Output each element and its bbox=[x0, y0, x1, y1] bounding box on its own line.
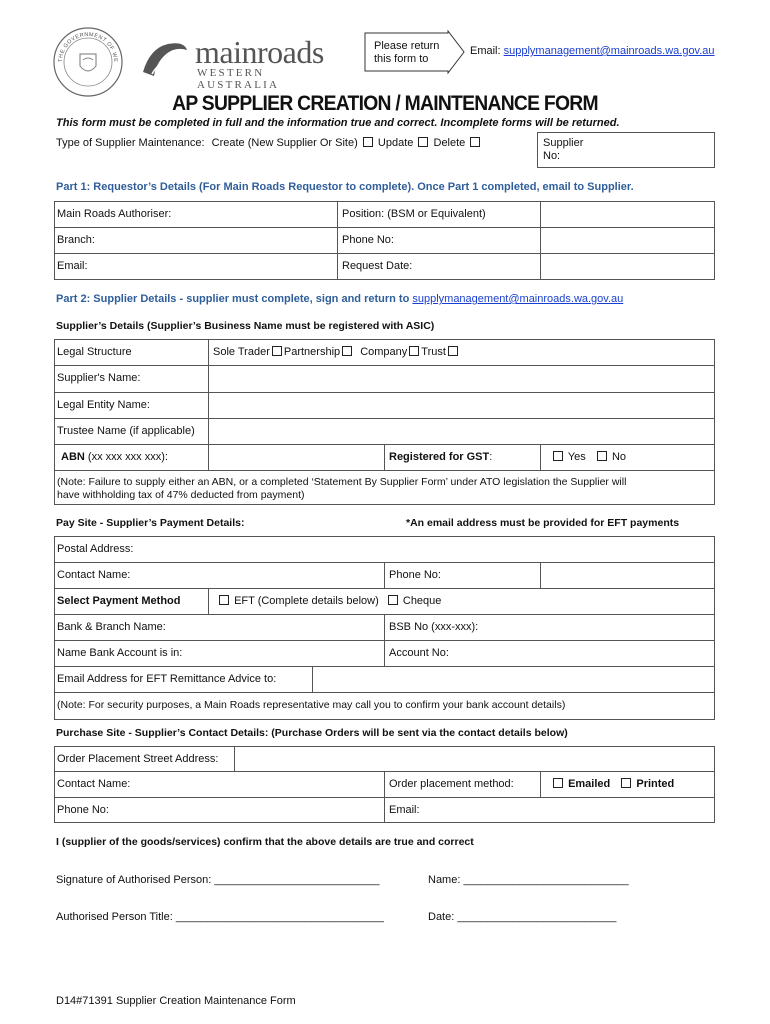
partnership-checkbox[interactable] bbox=[342, 346, 352, 356]
logo-sub-text: WESTERN AUSTRALIA bbox=[197, 67, 280, 91]
legal-structure-label: Legal Structure bbox=[57, 346, 132, 358]
pay-site-heading: Pay Site - Supplier’s Payment Details: bbox=[56, 517, 245, 529]
order-method-label: Order placement method: bbox=[389, 778, 514, 790]
update-checkbox[interactable] bbox=[418, 137, 428, 147]
gst-label bbox=[386, 451, 492, 463]
abn-note-line2: have withholding tax of 47% deducted from payment) bbox=[57, 489, 305, 501]
postal-address-field[interactable]: Postal Address: bbox=[57, 543, 134, 555]
update-label: Update bbox=[377, 137, 414, 149]
return-arrow bbox=[364, 30, 466, 74]
create-checkbox[interactable] bbox=[363, 137, 373, 147]
header-email-label: Email: bbox=[470, 45, 501, 57]
cheque-checkbox[interactable] bbox=[388, 595, 398, 605]
form-title: AP SUPPLIER CREATION / MAINTENANCE FORM bbox=[172, 92, 598, 115]
gst-yes-checkbox[interactable] bbox=[553, 451, 563, 461]
abn-format: (xx xxx xxx xxx): bbox=[87, 451, 168, 463]
delete-checkbox[interactable] bbox=[470, 137, 480, 147]
supplier-no-label-2: No: bbox=[543, 150, 561, 162]
branch-field[interactable]: Branch: bbox=[57, 234, 95, 246]
printed-checkbox[interactable] bbox=[621, 778, 631, 788]
signature-field[interactable]: Signature of Authorised Person: ___________________________ bbox=[56, 874, 380, 886]
header-email-link[interactable]: supplymanagement@mainroads.wa.gov.au bbox=[503, 45, 715, 57]
confirm-statement: I (supplier of the goods/services) confirm that the above details are true and correct bbox=[56, 836, 474, 848]
footer-doc-id: D14#71391 Supplier Creation Maintenance Form bbox=[56, 995, 296, 1007]
svg-text:THE GOVERNMENT OF WESTERN AUST bbox=[52, 26, 118, 63]
legal-entity-label: Legal Entity Name: bbox=[57, 399, 150, 411]
purchase-contact-field[interactable]: Contact Name: bbox=[57, 778, 131, 790]
part1-heading: Part 1: Requestor’s Details (For Main Roads Requestor to complete). Once Part 1 completed, email to Supplier. bbox=[56, 181, 634, 193]
maintenance-type bbox=[56, 137, 482, 149]
crest-text: THE GOVERNMENT OF WE bbox=[57, 31, 119, 63]
printed-label: Printed bbox=[636, 778, 675, 790]
abn-note-line1: (Note: Failure to supply either an ABN, or a completed ‘Statement By Supplier Form’ under ATO legislation the Supplier will bbox=[57, 476, 627, 488]
gst-options bbox=[548, 451, 626, 463]
pay-phone-field[interactable]: Phone No: bbox=[389, 569, 441, 581]
mainroads-logo bbox=[140, 34, 350, 91]
emailed-label: Emailed bbox=[568, 778, 611, 790]
supplier-details-heading: Supplier’s Details (Supplier’s Business Name must be registered with ASIC) bbox=[56, 320, 435, 332]
pay-contact-field[interactable]: Contact Name: bbox=[57, 569, 131, 581]
purchase-phone-field[interactable]: Phone No: bbox=[57, 804, 109, 816]
bank-branch-field[interactable]: Bank & Branch Name: bbox=[57, 621, 166, 633]
trust-checkbox[interactable] bbox=[448, 346, 458, 356]
gst-colon: : bbox=[489, 451, 493, 463]
trustee-label: Trustee Name (if applicable) bbox=[57, 425, 195, 437]
payment-method-label: Select Payment Method bbox=[57, 595, 181, 607]
company-checkbox[interactable] bbox=[409, 346, 419, 356]
order-method-options bbox=[548, 778, 674, 790]
part2-email-link[interactable]: supplymanagement@mainroads.wa.gov.au bbox=[412, 293, 624, 305]
bsb-field[interactable]: BSB No (xxx-xxx): bbox=[389, 621, 479, 633]
intro-text: This form must be completed in full and the information true and correct. Incomplete forms will be returned. bbox=[56, 117, 620, 129]
name-field[interactable]: Name: ___________________________ bbox=[428, 874, 629, 886]
return-text-1: Please return bbox=[374, 40, 440, 52]
gst-bold: Registered for GST bbox=[389, 451, 490, 463]
gst-no-label: No bbox=[611, 451, 626, 463]
partnership-label: Partnership bbox=[283, 346, 341, 358]
eft-email-note: *An email address must be provided for EFT payments bbox=[406, 517, 680, 529]
eft-label: EFT (Complete details below) bbox=[234, 595, 379, 607]
create-label: Create (New Supplier Or Site) bbox=[211, 137, 358, 149]
title-field[interactable]: Authorised Person Title: __________________________________ bbox=[56, 911, 384, 923]
part1-email-field[interactable]: Email: bbox=[57, 260, 88, 272]
part1-phone-field[interactable]: Phone No: bbox=[342, 234, 394, 246]
account-name-field[interactable]: Name Bank Account is in: bbox=[57, 647, 183, 659]
request-date-field[interactable]: Request Date: bbox=[342, 260, 413, 272]
eft-checkbox[interactable] bbox=[219, 595, 229, 605]
header-email bbox=[470, 45, 715, 57]
trust-label: Trust bbox=[421, 346, 446, 358]
supplier-no-label-1: Supplier bbox=[543, 137, 584, 149]
gst-no-checkbox[interactable] bbox=[597, 451, 607, 461]
order-street-field[interactable]: Order Placement Street Address: bbox=[57, 753, 219, 765]
position-field[interactable]: Position: (BSM or Equivalent) bbox=[342, 208, 486, 220]
gst-yes-label: Yes bbox=[567, 451, 586, 463]
maintenance-label: Type of Supplier Maintenance: bbox=[56, 137, 205, 149]
security-note: (Note: For security purposes, a Main Roads representative may call you to confirm your bank account details) bbox=[57, 699, 566, 711]
part2-heading-text: Part 2: Supplier Details - supplier must complete, sign and return to bbox=[56, 293, 410, 305]
logo-main-text: mainroads bbox=[195, 34, 324, 70]
sole-trader-checkbox[interactable] bbox=[272, 346, 282, 356]
return-text-2: this form to bbox=[374, 53, 429, 65]
sole-trader-label: Sole Trader bbox=[213, 346, 270, 358]
part2-heading bbox=[56, 293, 623, 305]
road-swoosh-icon bbox=[140, 38, 190, 78]
purchase-site-heading: Purchase Site - Supplier’s Contact Details: (Purchase Orders will be sent via the contact details below) bbox=[56, 727, 568, 739]
cheque-label: Cheque bbox=[402, 595, 442, 607]
remittance-email-field[interactable]: Email Address for EFT Remittance Advice to: bbox=[57, 673, 277, 685]
emailed-checkbox[interactable] bbox=[553, 778, 563, 788]
supplier-name-label: Supplier's Name: bbox=[57, 372, 141, 384]
authoriser-field[interactable]: Main Roads Authoriser: bbox=[57, 208, 172, 220]
purchase-email-field[interactable]: Email: bbox=[389, 804, 420, 816]
date-field[interactable]: Date: __________________________ bbox=[428, 911, 617, 923]
company-label: Company bbox=[360, 346, 408, 358]
delete-label: Delete bbox=[433, 137, 466, 149]
payment-method-options bbox=[214, 595, 441, 607]
account-no-field[interactable]: Account No: bbox=[389, 647, 449, 659]
abn-label bbox=[58, 451, 168, 463]
legal-structure-options bbox=[210, 346, 460, 358]
government-crest bbox=[52, 26, 124, 98]
abn-bold: ABN bbox=[61, 451, 85, 463]
